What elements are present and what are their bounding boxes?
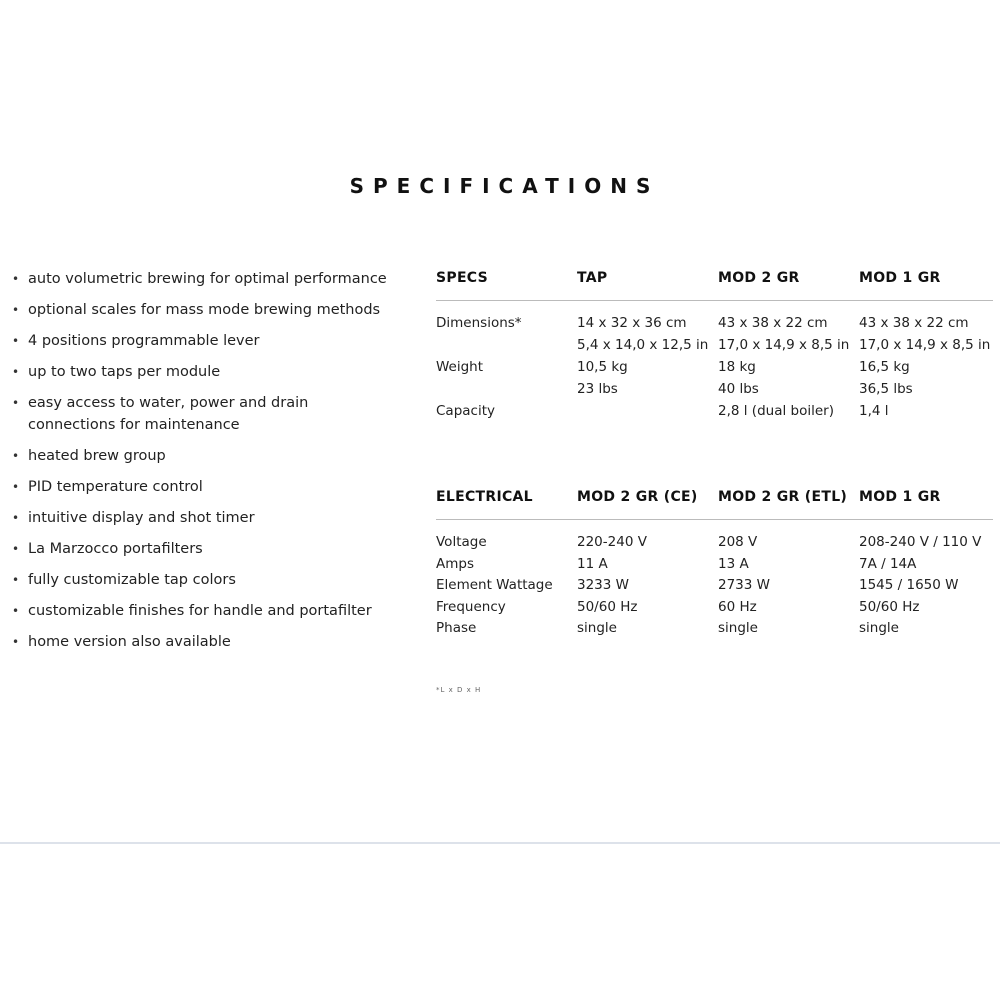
electrical-table-header	[436, 485, 993, 520]
feature-item	[12, 476, 412, 498]
cell-line: 23 lbs	[577, 380, 618, 397]
column-header: MOD 1 GR	[859, 270, 941, 286]
feature-text: auto volumetric brewing for optimal performance	[28, 271, 387, 287]
table-cell: 3233 W	[577, 577, 629, 593]
table-cell	[718, 401, 859, 423]
row-label: Voltage	[436, 534, 487, 550]
column-header: ELECTRICAL	[436, 489, 533, 505]
bullet-icon: •	[12, 449, 20, 463]
bullet-icon: •	[12, 635, 20, 649]
cell-line: 17,0 x 14,9 x 8,5 in	[859, 336, 991, 353]
specs-table-body	[436, 301, 993, 423]
specs-table	[436, 266, 993, 424]
feature-text: easy access to water, power and drain connections for maintenance	[28, 395, 309, 433]
bullet-icon: •	[12, 365, 20, 379]
feature-text: home version also available	[28, 634, 231, 650]
cell-line: 16,5 kg	[859, 359, 910, 375]
row-label: Capacity	[436, 403, 495, 419]
table-cell	[859, 313, 993, 356]
column-header: SPECS	[436, 270, 489, 286]
cell-line: 1,4 l	[859, 403, 889, 419]
feature-text: fully customizable tap colors	[28, 572, 236, 588]
feature-item	[12, 445, 412, 467]
feature-text: customizable finishes for handle and portafilter	[28, 603, 372, 619]
table-cell: 208 V	[718, 534, 758, 550]
electrical-table	[436, 485, 993, 640]
feature-item	[12, 600, 412, 622]
table-cell: single	[577, 620, 617, 636]
electrical-table-body	[436, 520, 993, 640]
table-cell	[577, 401, 718, 423]
table-cell	[718, 357, 859, 400]
bullet-icon: •	[12, 511, 20, 525]
table-cell: 13 A	[718, 555, 749, 572]
table-cell: 60 Hz	[718, 598, 757, 615]
column-header: MOD 2 GR (CE)	[577, 489, 698, 505]
feature-item	[12, 392, 368, 436]
feature-item	[12, 538, 412, 560]
cell-line: 5,4 x 14,0 x 12,5 in	[577, 336, 709, 353]
feature-item	[12, 569, 412, 591]
feature-item	[12, 330, 412, 352]
row-label: Element Wattage	[436, 577, 553, 593]
feature-text: intuitive display and shot timer	[28, 510, 255, 526]
cell-line: 17,0 x 14,9 x 8,5 in	[718, 336, 850, 353]
bullet-icon: •	[12, 396, 20, 410]
table-cell	[577, 313, 718, 356]
cell-line: 36,5 lbs	[859, 380, 913, 397]
row-label: Phase	[436, 620, 477, 636]
cell-line: 43 x 38 x 22 cm	[859, 315, 969, 331]
row-label: Amps	[436, 555, 474, 572]
cell-line: 40 lbs	[718, 380, 759, 397]
table-cell: 2733 W	[718, 577, 770, 593]
table-row	[436, 532, 993, 554]
page-divider	[0, 842, 1000, 844]
bullet-icon: •	[12, 334, 20, 348]
table-cell: 50/60 Hz	[577, 598, 638, 615]
feature-text: optional scales for mass mode brewing methods	[28, 302, 381, 318]
bullet-icon: •	[12, 480, 20, 494]
table-row	[436, 597, 993, 619]
feature-text: PID temperature control	[28, 479, 203, 495]
table-row	[436, 575, 993, 597]
table-cell: 220-240 V	[577, 534, 647, 550]
feature-text: heated brew group	[28, 448, 166, 464]
table-cell: 50/60 Hz	[859, 598, 920, 615]
column-header: MOD 2 GR	[718, 270, 800, 286]
table-row	[436, 401, 993, 423]
bullet-icon: •	[12, 542, 20, 556]
table-cell	[718, 313, 859, 356]
feature-text: La Marzocco portafilters	[28, 541, 203, 557]
column-header: TAP	[577, 270, 608, 286]
table-cell: 11 A	[577, 555, 608, 572]
bullet-icon: •	[12, 303, 20, 317]
table-cell: 1545 / 1650 W	[859, 577, 959, 593]
table-cell: 7A / 14A	[859, 555, 917, 572]
row-label: Dimensions*	[436, 315, 522, 331]
cell-line: 10,5 kg	[577, 359, 628, 375]
bullet-icon: •	[12, 272, 20, 286]
table-row	[436, 618, 993, 640]
table-cell	[859, 357, 993, 400]
feature-text: 4 positions programmable lever	[28, 333, 260, 349]
feature-item	[12, 299, 412, 321]
table-row	[436, 554, 993, 576]
feature-text: up to two taps per module	[28, 364, 221, 380]
specs-table-header	[436, 266, 993, 301]
feature-item	[12, 631, 412, 653]
table-cell: single	[718, 620, 758, 636]
column-header: MOD 1 GR	[859, 489, 941, 505]
feature-item	[12, 361, 412, 383]
table-row	[436, 357, 993, 400]
table-cell	[859, 401, 993, 423]
row-label: Weight	[436, 359, 484, 375]
row-label: Frequency	[436, 598, 506, 615]
table-cell: 208-240 V / 110 V	[859, 534, 982, 550]
page-title: SPECIFICATIONS	[349, 174, 660, 198]
feature-item	[12, 507, 412, 529]
feature-item	[12, 268, 412, 290]
table-cell: single	[859, 620, 899, 636]
table-cell	[577, 357, 718, 400]
footnote: *L x D x H	[436, 686, 482, 694]
cell-line: 14 x 32 x 36 cm	[577, 315, 687, 331]
feature-list	[12, 268, 412, 662]
column-header: MOD 2 GR (ETL)	[718, 489, 848, 505]
table-row	[436, 313, 993, 356]
cell-line: 18 kg	[718, 359, 756, 375]
bullet-icon: •	[12, 573, 20, 587]
cell-line: 43 x 38 x 22 cm	[718, 315, 828, 331]
bullet-icon: •	[12, 604, 20, 618]
cell-line: 2,8 l (dual boiler)	[718, 403, 834, 419]
